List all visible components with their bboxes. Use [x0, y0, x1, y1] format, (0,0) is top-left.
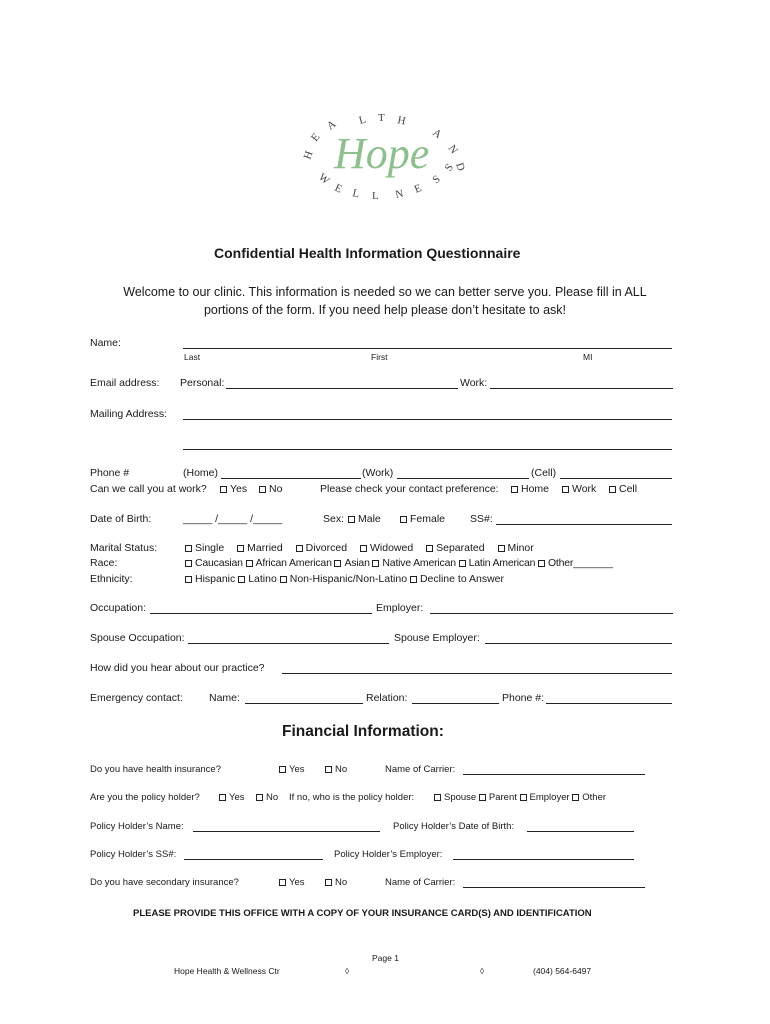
employer-label: Employer:	[376, 602, 424, 614]
sex-label: Sex:	[323, 513, 345, 525]
checkbox-icon[interactable]	[220, 486, 227, 493]
checkbox-icon[interactable]	[400, 516, 407, 523]
phone-work-field[interactable]	[397, 478, 529, 479]
checkbox-icon[interactable]	[279, 879, 286, 886]
holder-ss-field[interactable]	[184, 859, 323, 860]
emergency-phone-label: Phone #:	[502, 692, 545, 704]
footer-separator-2: ◊	[480, 966, 485, 976]
marital-option[interactable]: Married	[237, 542, 283, 554]
ethnicity-option[interactable]: Hispanic	[185, 573, 235, 585]
race-option[interactable]: Native American	[372, 557, 455, 569]
ss-label: SS#:	[470, 513, 493, 525]
call-at-work-question: Can we call you at work?	[90, 483, 207, 495]
mailing-label: Mailing Address:	[90, 408, 168, 420]
carrier-field[interactable]	[463, 774, 645, 775]
contact-preference-label: Please check your contact preference:	[320, 483, 499, 495]
name-first-caption: First	[371, 352, 388, 362]
emergency-relation-field[interactable]	[412, 703, 499, 704]
checkbox-icon[interactable]	[434, 794, 441, 801]
insurance-notice: PLEASE PROVIDE THIS OFFICE WITH A COPY OF YOUR INSURANCE CARD(S) AND IDENTIFICATION	[133, 908, 592, 919]
holder-employer-label: Policy Holder’s Employer:	[334, 849, 443, 860]
race-options	[185, 557, 613, 569]
checkbox-icon[interactable]	[348, 516, 355, 523]
holder-dob-label: Policy Holder’s Date of Birth:	[393, 821, 515, 832]
emergency-phone-field[interactable]	[546, 703, 672, 704]
secondary-carrier-label: Name of Carrier:	[385, 877, 456, 888]
spouse-employer-label: Spouse Employer:	[394, 632, 480, 644]
svg-text:A: A	[324, 118, 339, 133]
checkbox-icon[interactable]	[609, 486, 616, 493]
svg-text:E: E	[308, 131, 323, 144]
policy-no[interactable]: No	[256, 792, 278, 803]
dob-label: Date of Birth:	[90, 513, 152, 525]
svg-text:A: A	[430, 126, 444, 142]
insurance-question: Do you have health insurance?	[90, 764, 221, 775]
footer-separator-1: ◊	[345, 966, 350, 976]
svg-text:N: N	[445, 142, 460, 157]
checkbox-icon[interactable]	[259, 486, 266, 493]
sex-female[interactable]: Female	[400, 513, 445, 525]
carrier-label: Name of Carrier:	[385, 764, 456, 775]
checkbox-icon[interactable]	[410, 576, 417, 583]
email-work-field[interactable]	[490, 388, 673, 389]
spouse-occupation-label: Spouse Occupation:	[90, 632, 185, 644]
if-no-label: If no, who is the policy holder:	[289, 792, 415, 803]
logo	[300, 108, 470, 208]
phone-cell-field[interactable]	[560, 478, 672, 479]
checkbox-icon[interactable]	[334, 560, 341, 567]
race-option[interactable]: Latin American	[459, 557, 536, 569]
svg-text:S: S	[442, 161, 456, 174]
race-option[interactable]: Other_______	[538, 557, 613, 569]
spouse-occupation-field[interactable]	[188, 643, 389, 644]
footer-phone: (404) 564-6497	[533, 966, 592, 976]
spouse-employer-field[interactable]	[485, 643, 672, 644]
checkbox-icon[interactable]	[572, 794, 579, 801]
mailing-field-1[interactable]	[183, 419, 672, 420]
svg-text:T: T	[378, 112, 385, 124]
insurance-no[interactable]: No	[325, 764, 347, 775]
checkbox-icon[interactable]	[372, 560, 379, 567]
marital-option[interactable]: Widowed	[360, 542, 413, 554]
phone-label: Phone #	[90, 467, 130, 479]
occupation-field[interactable]	[150, 613, 372, 614]
marital-option[interactable]: Divorced	[296, 542, 347, 554]
ethnicity-options	[185, 573, 504, 585]
checkbox-icon[interactable]	[237, 545, 244, 552]
ethnicity-option[interactable]: Non-Hispanic/Non-Latino	[280, 573, 407, 585]
page-number: Page 1	[372, 953, 399, 963]
checkbox-icon[interactable]	[426, 545, 433, 552]
checkbox-icon[interactable]	[479, 794, 486, 801]
holder-dob-field[interactable]	[527, 831, 634, 832]
checkbox-icon[interactable]	[520, 794, 527, 801]
pref-work[interactable]: Work	[562, 483, 596, 495]
insurance-yes[interactable]: Yes	[279, 764, 305, 775]
hear-label: How did you hear about our practice?	[90, 662, 265, 674]
email-personal-label: Personal:	[180, 377, 225, 389]
svg-text:H: H	[396, 114, 407, 128]
checkbox-icon[interactable]	[280, 576, 287, 583]
checkbox-icon[interactable]	[562, 486, 569, 493]
checkbox-icon[interactable]	[246, 560, 253, 567]
holder-options	[434, 792, 606, 803]
mailing-field-2[interactable]	[183, 449, 672, 450]
holder-option[interactable]: Other	[572, 792, 606, 803]
pref-cell[interactable]: Cell	[609, 483, 637, 495]
checkbox-icon[interactable]	[256, 794, 263, 801]
secondary-no[interactable]: No	[325, 877, 347, 888]
checkbox-icon[interactable]	[325, 766, 332, 773]
hear-field[interactable]	[282, 673, 672, 674]
marital-options	[185, 542, 534, 554]
svg-text:E: E	[332, 181, 344, 196]
sex-male[interactable]: Male	[348, 513, 381, 525]
secondary-question: Do you have secondary insurance?	[90, 877, 239, 888]
holder-employer-field[interactable]	[453, 859, 634, 860]
ethnicity-label: Ethnicity:	[90, 573, 133, 585]
race-option[interactable]: Asian	[334, 557, 369, 569]
holder-option[interactable]: Parent	[479, 792, 517, 803]
policy-question: Are you the policy holder?	[90, 792, 200, 803]
checkbox-icon[interactable]	[459, 560, 466, 567]
footer-org: Hope Health & Wellness Ctr	[174, 966, 280, 976]
email-label: Email address:	[90, 377, 160, 389]
holder-option[interactable]: Employer	[520, 792, 570, 803]
marital-label: Marital Status:	[90, 542, 158, 554]
checkbox-icon[interactable]	[325, 879, 332, 886]
svg-text:L: L	[372, 190, 379, 202]
svg-text:W: W	[316, 171, 332, 187]
email-work-label: Work:	[460, 377, 488, 389]
emergency-label: Emergency contact:	[90, 692, 183, 704]
checkbox-icon[interactable]	[279, 766, 286, 773]
svg-text:L: L	[357, 113, 368, 127]
name-last-caption: Last	[184, 352, 201, 362]
call-at-work-no[interactable]: No	[259, 483, 282, 495]
logo-word: Hope	[334, 129, 430, 178]
svg-text:E: E	[412, 182, 424, 196]
intro-line-1: Welcome to our clinic. This information is needed so we can better serve you. Please fill in ALL	[123, 285, 647, 299]
employer-field[interactable]	[430, 613, 673, 614]
marital-option[interactable]: Separated	[426, 542, 484, 554]
phone-cell-label: (Cell)	[531, 467, 557, 479]
pref-home[interactable]: Home	[511, 483, 549, 495]
checkbox-icon[interactable]	[238, 576, 245, 583]
intro-line-2: portions of the form. If you need help please don’t hesitate to ask!	[203, 303, 567, 317]
holder-ss-label: Policy Holder’s SS#:	[90, 849, 177, 860]
holder-name-label: Policy Holder’s Name:	[90, 821, 184, 832]
emergency-name-label: Name:	[209, 692, 240, 704]
checkbox-icon[interactable]	[511, 486, 518, 493]
marital-option[interactable]: Single	[185, 542, 224, 554]
checkbox-icon[interactable]	[296, 545, 303, 552]
checkbox-icon[interactable]	[185, 576, 192, 583]
checkbox-icon[interactable]	[219, 794, 226, 801]
name-mi-caption: MI	[583, 352, 593, 362]
svg-text:S: S	[430, 173, 443, 187]
ethnicity-option[interactable]: Latino	[238, 573, 277, 585]
svg-text:L: L	[351, 187, 361, 201]
name-label: Name:	[90, 337, 121, 349]
phone-home-field[interactable]	[221, 478, 361, 479]
call-at-work-yes[interactable]: Yes	[220, 483, 247, 495]
phone-work-label: (Work)	[362, 467, 394, 479]
race-option[interactable]: Caucasian	[185, 557, 243, 569]
secondary-carrier-field[interactable]	[463, 887, 645, 888]
checkbox-icon[interactable]	[185, 545, 192, 552]
ss-field[interactable]	[496, 524, 672, 525]
svg-text:N: N	[394, 187, 405, 201]
checkbox-icon[interactable]	[360, 545, 367, 552]
name-field[interactable]	[183, 348, 672, 349]
ethnicity-option[interactable]: Decline to Answer	[410, 573, 504, 585]
financial-heading: Financial Information:	[282, 723, 444, 740]
page-title: Confidential Health Information Questionnaire	[214, 245, 521, 261]
emergency-name-field[interactable]	[245, 703, 363, 704]
policy-yes[interactable]: Yes	[219, 792, 245, 803]
email-personal-field[interactable]	[226, 388, 458, 389]
marital-option[interactable]: Minor	[498, 542, 534, 554]
checkbox-icon[interactable]	[185, 560, 192, 567]
emergency-relation-label: Relation:	[366, 692, 408, 704]
race-label: Race:	[90, 557, 118, 569]
secondary-yes[interactable]: Yes	[279, 877, 305, 888]
holder-name-field[interactable]	[193, 831, 380, 832]
dob-field[interactable]: _____ /_____ /_____	[183, 513, 283, 525]
svg-text:H: H	[301, 149, 316, 162]
holder-option[interactable]: Spouse	[434, 792, 476, 803]
checkbox-icon[interactable]	[538, 560, 545, 567]
race-option[interactable]: African American	[246, 557, 332, 569]
phone-home-label: (Home)	[183, 467, 219, 479]
svg-text:D: D	[453, 161, 468, 173]
occupation-label: Occupation:	[90, 602, 147, 614]
checkbox-icon[interactable]	[498, 545, 505, 552]
